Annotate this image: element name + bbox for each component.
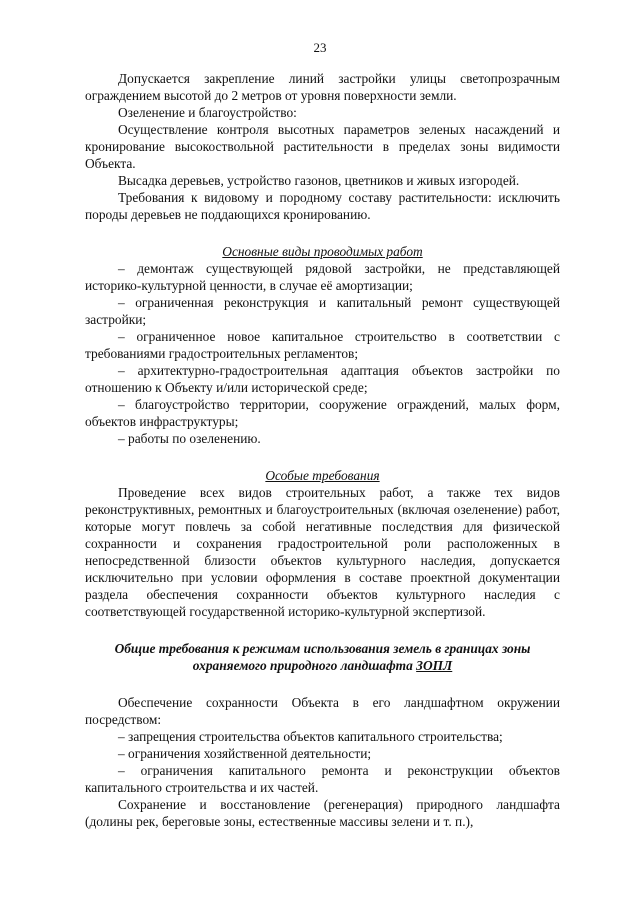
paragraph-species-requirements: Требования к видовому и породному составу растительности: исключить породы деревьев не поддающихся кронированию. [85,190,560,222]
general-item-prohibit-construction: – запрещения строительства объектов капитального строительства; [118,729,503,744]
works-item-new-construction: – ограниченное новое капитальное строительство в соответствии с требованиями градостроительных регламентов; [85,329,560,361]
special-requirements-text: Проведение всех видов строительных работ, а также тех видов реконструктивных, ремонтных и благоустроительных (включая озеленение) работ, которые могут повлечь за собой негативные последствия для физической сохранности и сохранения градостроительной роли расположенных в непосредственной близости объектов культурного наследия, допускается исключительно при условии оформления в составе проектной документации раздела обеспечения сохранности объектов культурного наследия с соответствующей государственной историко-культурной экспертизой. [85,485,560,619]
general-item-limit-economic: – ограничения хозяйственной деятельности; [118,746,372,761]
paragraph-landscaping-label: Озеленение и благоустройство: [118,105,297,120]
section-general-title-line2: охраняемого природного ландшафта [192,658,413,673]
general-closing: Сохранение и восстановление (регенерация) природного ландшафта (долины рек, береговые зоны, естественные массивы зелени и т. п.), [85,797,560,829]
paragraph-fence: Допускается закрепление линий застройки улицы светопрозрачным ограждением высотой до 2 метров от уровня поверхности земли. [85,71,560,103]
works-item-adaptation: – архитектурно-градостроительная адаптация объектов застройки по отношению к Объекту и/или исторической среде; [85,363,560,395]
paragraph-height-control: Осуществление контроля высотных параметров зеленых насаждений и кронирование высокоствольной растительности в пределах зоны видимости Объекта. [85,122,560,171]
general-intro: Обеспечение сохранности Объекта в его ландшафтном окружении посредством: [85,695,560,727]
section-general-title [85,640,560,674]
works-item-reconstruction: – ограниченная реконструкция и капитальный ремонт существующей застройки; [85,295,560,327]
works-item-improvement: – благоустройство территории, сооружение ограждений, малых форм, объектов инфраструктуры; [85,397,560,429]
works-item-greening: – работы по озеленению. [118,431,261,446]
paragraph-planting: Высадка деревьев, устройство газонов, цветников и живых изгородей. [118,173,520,188]
page-number: 23 [313,40,327,55]
section-general-title-abbr: ЗОПЛ [416,658,453,673]
general-item-limit-repair: – ограничения капитального ремонта и реконструкции объектов капитального строительства и их частей. [85,763,560,795]
works-item-demolition: – демонтаж существующей рядовой застройки, не представляющей историко-культурной ценности, в случае её амортизации; [85,261,560,293]
section-general-title-line1: Общие требования к режимам использования земель в границах зоны [114,641,531,656]
document-body [85,70,560,830]
section-works-title: Основные виды проводимых работ [222,244,423,259]
section-special-title: Особые требования [265,468,380,483]
